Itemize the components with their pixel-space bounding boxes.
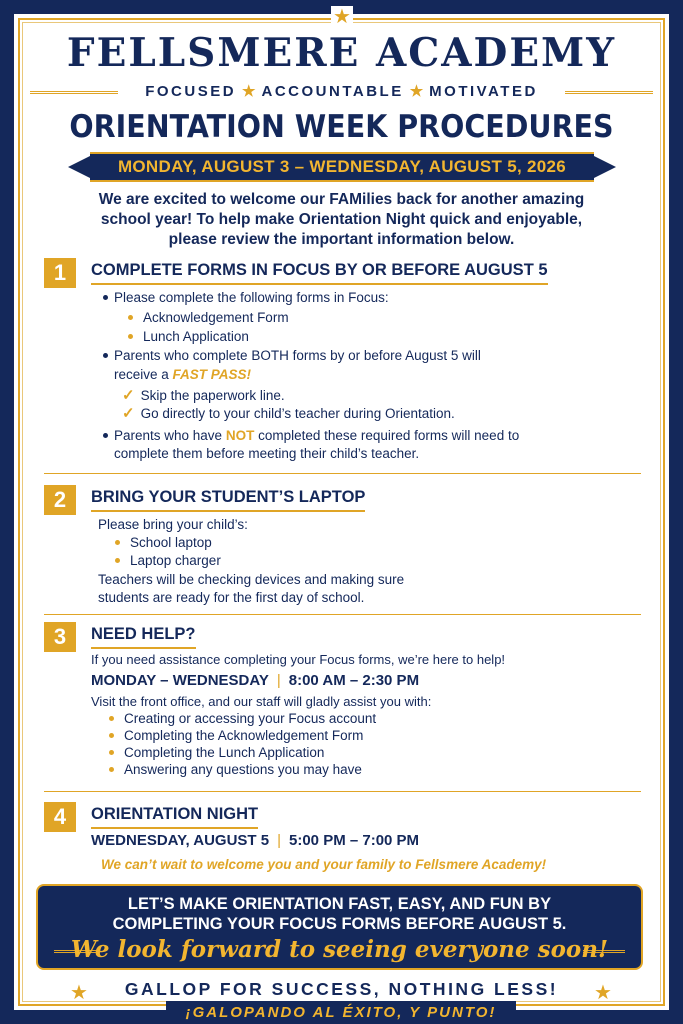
section-title-4: ORIENTATION NIGHT <box>91 805 258 829</box>
section-divider <box>44 614 641 615</box>
list-item: Parents who complete BOTH forms by or before August 5 will <box>103 347 481 365</box>
separator: | <box>276 672 281 689</box>
check-icon: ✓ <box>122 387 135 404</box>
tagline <box>30 82 653 100</box>
not-emphasis: NOT <box>225 428 255 443</box>
fast-pass-line: receive a FAST PASS! <box>114 367 252 382</box>
star-icon: ★ <box>409 83 424 100</box>
motto-spanish: ¡GALOPANDO AL ÉXITO, Y PUNTO! <box>185 1004 497 1021</box>
star-icon: ★ <box>70 982 88 1004</box>
bullet-icon <box>128 315 133 320</box>
star-icon: ★ <box>594 982 612 1004</box>
section-title-2: BRING YOUR STUDENT’S LAPTOP <box>91 488 365 512</box>
separator: | <box>277 832 281 849</box>
section-title-3: NEED HELP? <box>91 625 196 649</box>
list-item: Please complete the following forms in Focus: <box>103 289 389 307</box>
bullet-icon <box>115 540 120 545</box>
bullet-icon <box>128 334 133 339</box>
check-item: ✓ Go directly to your child’s teacher during Orientation. <box>122 405 455 422</box>
motto-spanish-band <box>166 1001 516 1024</box>
tagline-row <box>30 82 653 102</box>
bullet-icon <box>115 558 120 563</box>
list-item: Answering any questions you may have <box>109 761 362 779</box>
bullet-icon <box>103 295 108 300</box>
list-item: Completing the Lunch Application <box>109 744 324 762</box>
list-item-continued: complete them before meeting their child’s teacher. <box>114 446 420 461</box>
orientation-time: WEDNESDAY, AUGUST 5 | 5:00 PM – 7:00 PM <box>91 832 420 849</box>
star-icon: ★ <box>242 83 256 100</box>
school-name: FELLSMERE ACADEMY <box>66 30 617 76</box>
list-item: Completing the Acknowledgement Form <box>109 727 363 745</box>
bullet-icon <box>103 433 108 438</box>
help-hours: MONDAY – WEDNESDAY | 8:00 AM – 2:30 PM <box>91 672 420 689</box>
list-item: Creating or accessing your Focus account <box>109 710 376 728</box>
section-divider <box>44 791 641 792</box>
value-motivated: MOTIVATED <box>429 83 538 100</box>
bullet-icon <box>109 733 114 738</box>
section-number-3: 3 <box>44 622 76 652</box>
bullet-icon <box>109 716 114 721</box>
laptop-note-2: students are ready for the first day of school. <box>98 590 365 605</box>
value-focused: FOCUSED <box>145 83 237 100</box>
bullet-icon <box>109 750 114 755</box>
laptop-note-1: Teachers will be checking devices and making sure <box>98 572 405 587</box>
section-title-1: COMPLETE FORMS IN FOCUS BY OR BEFORE AUGUST 5 <box>91 261 548 285</box>
date-range: MONDAY, AUGUST 3 – WEDNESDAY, AUGUST 5, 2026 <box>117 157 567 176</box>
callout-script: We look forward to seeing everyone soon! <box>70 936 609 963</box>
section-divider <box>44 473 641 474</box>
section-number-2: 2 <box>44 485 76 515</box>
list-item: Parents who have NOT completed these required forms will need to <box>103 427 519 445</box>
section-number-1: 1 <box>44 258 76 288</box>
list-item: Acknowledgement Form <box>128 309 289 327</box>
laptop-intro: Please bring your child’s: <box>98 517 248 532</box>
date-ribbon <box>68 152 616 182</box>
value-accountable: ACCOUNTABLE <box>261 83 404 100</box>
check-item: ✓ Skip the paperwork line. <box>122 387 285 404</box>
section-number-4: 4 <box>44 802 76 832</box>
help-intro: If you need assistance completing your Focus forms, we’re here to help! <box>91 652 506 667</box>
star-icon: ★ <box>331 6 353 28</box>
list-item: School laptop <box>115 534 212 552</box>
callout-text: LET’S MAKE ORIENTATION FAST, EASY, AND FUN BY COMPLETING YOUR FOCUS FORMS BEFORE AUGUST 5. <box>112 895 567 933</box>
welcome-message: We can’t wait to welcome you and your family to Fellsmere Academy! <box>101 857 547 872</box>
check-icon: ✓ <box>122 405 135 422</box>
bullet-icon <box>103 353 108 358</box>
fast-pass-label: FAST PASS! <box>172 367 252 382</box>
bullet-icon <box>109 767 114 772</box>
help-visit: Visit the front office, and our staff will gladly assist you with: <box>91 694 432 709</box>
list-item: Lunch Application <box>128 328 249 346</box>
callout-box <box>36 884 643 970</box>
page-title: ORIENTATION WEEK PROCEDURES <box>69 109 614 145</box>
list-item: Laptop charger <box>115 552 221 570</box>
intro-paragraph: We are excited to welcome our FAMilies back for another amazing school year! To help make Orientation Night quick and enjoyable, please review the important information below. <box>98 191 585 248</box>
motto: GALLOP FOR SUCCESS, NOTHING LESS! <box>124 979 559 999</box>
